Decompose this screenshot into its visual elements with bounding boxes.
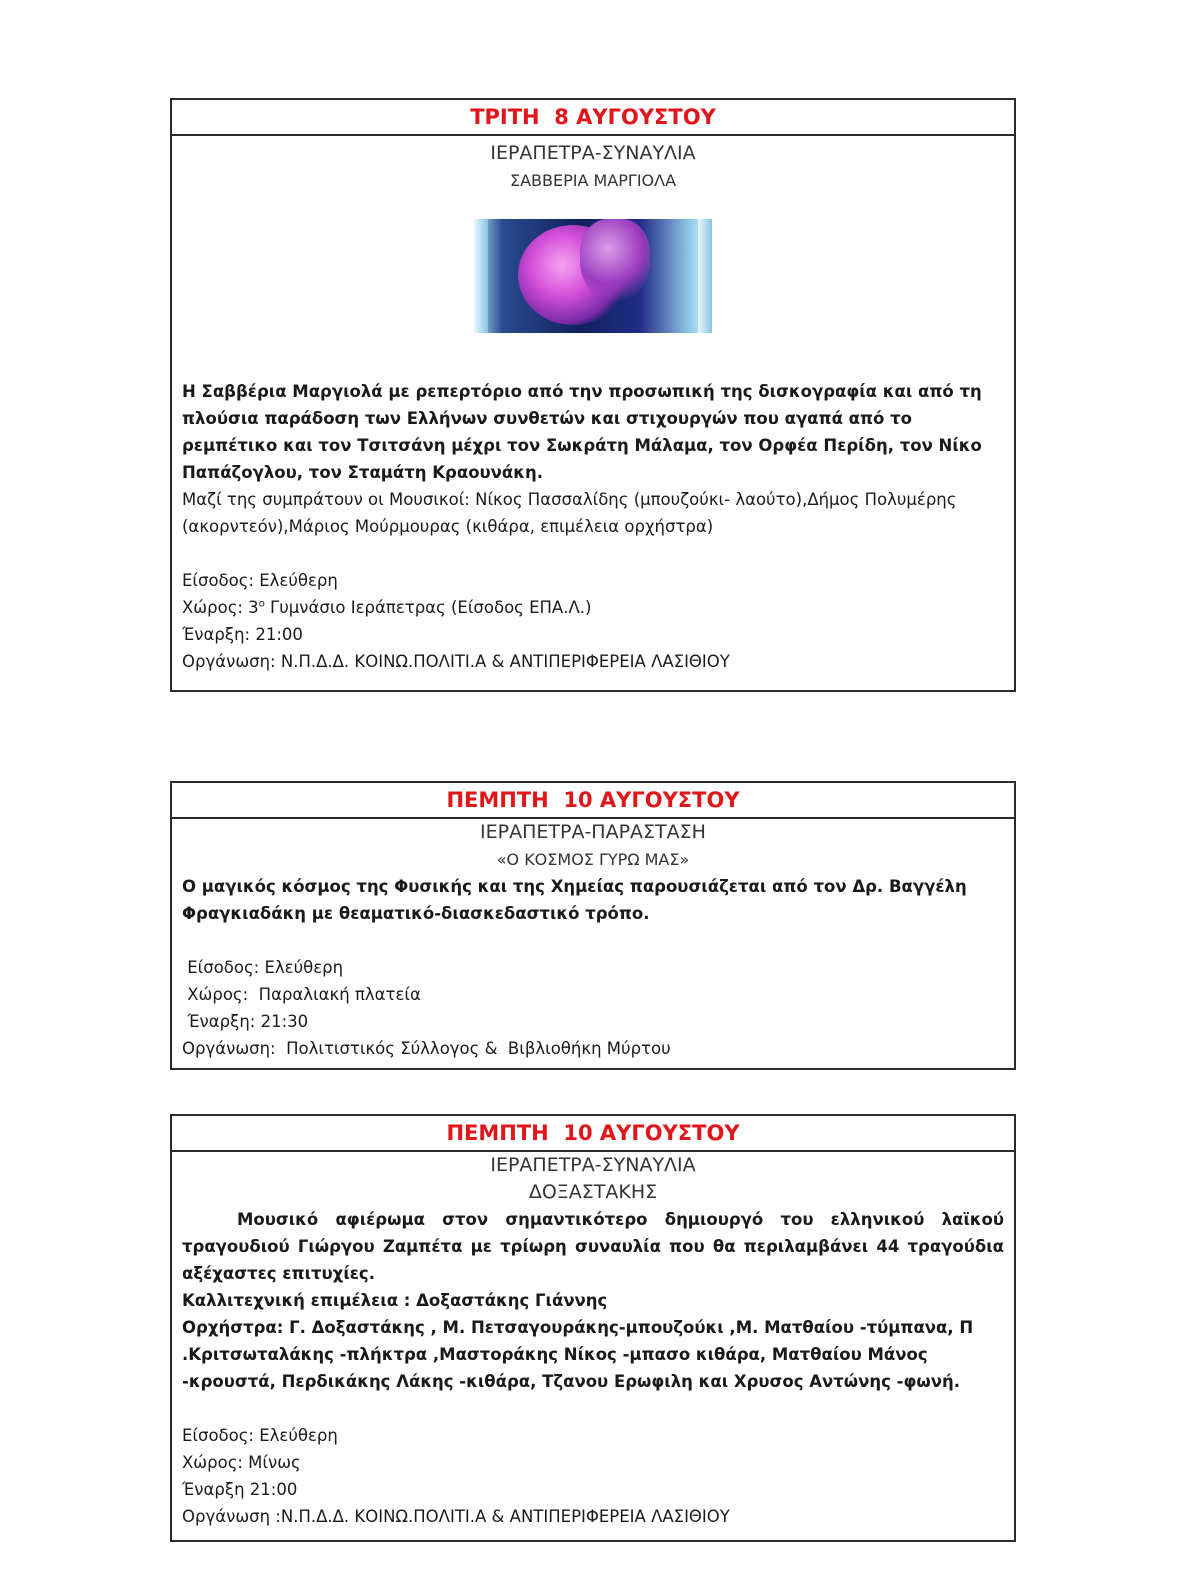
event-place: ΙΕΡΑΠΕΤΡΑ-ΣΥΝΑΥΛΙΑ — [490, 1154, 696, 1176]
event-venue: Χώρος: Μίνως — [182, 1453, 301, 1472]
event-orchestra: Ορχήστρα: Γ. Δοξαστάκης , Μ. Πετσαγουράκης-μπουζούκι ,Μ. Ματθαίου -τύμπανα, Π .Κριτσωταλάκης -πλήκτρα ,Μαστοράκης Νίκος -μπασο κιθάρα, Ματθαίου Μάνος -κρουστά, Περδικάκης Λάκης -κιθάρα, Τζανου Ερωφιλη και Χρυσος Αντώνης -φωνή. — [182, 1318, 974, 1391]
event-organizer: Οργάνωση: Πολιτιστικός Σύλλογος & Βιβλιοθήκη Μύρτου — [182, 1039, 671, 1058]
singer-photo — [474, 219, 712, 333]
event-card-1 — [170, 98, 1016, 692]
event-start: Έναρξη 21:00 — [182, 1480, 298, 1499]
event-organizer: Οργάνωση: Ν.Π.Δ.Δ. ΚΟΙΝΩ.ΠΟΛΙΤΙ.Α & ΑΝΤΙΠΕΡΙΦΕΡΕΙΑ ΛΑΣΙΘΙΟΥ — [182, 652, 730, 671]
event-start: Έναρξη: 21:00 — [182, 625, 303, 644]
event-subtitle: ΣΑΒΒΕΡΙΑ ΜΑΡΓΙΟΛΑ — [509, 171, 677, 190]
event-date: ΠΕΜΠΤΗ 10 ΑΥΓΟΥΣΤΟΥ — [172, 1116, 1014, 1152]
event-artistic: Καλλιτεχνική επιμέλεια : Δοξαστάκης Γιάννης — [182, 1291, 608, 1310]
event-start: Έναρξη: 21:30 — [182, 1012, 309, 1031]
event-place: ΙΕΡΑΠΕΤΡΑ-ΠΑΡΑΣΤΑΣΗ — [480, 821, 706, 843]
event-entry: Είσοδος: Ελεύθερη — [182, 571, 338, 590]
event-description: Η Σαββέρια Μαργιολά με ρεπερτόριο από την προσωπική της δισκογραφία και από τη πλούσια παράδοση των Ελλήνων συνθετών και στιχουργών που αγαπά από το ρεμπέτικο και τον Τσιτσάνη μέχρι τον Σωκράτη Μάλαμα, τον Ορφέα Περίδη, τον Νίκο Παπάζογλου, τον Σταμάτη Κραουνάκη. — [182, 382, 982, 482]
event-subtitle: «Ο ΚΟΣΜΟΣ ΓΥΡΩ ΜΑΣ» — [496, 850, 690, 869]
event-card-2 — [170, 781, 1016, 1070]
event-description: Μουσικό αφιέρωμα στον σημαντικότερο δημιουργό του ελληνικού λαϊκού τραγουδιού Γιώργου Ζαμπέτα με τρίωρη συναυλία που θα περιλαμβάνει 44 τραγούδια αξέχαστες επιτυχίες. — [182, 1210, 1004, 1283]
event-card-3 — [170, 1114, 1016, 1542]
event-place: ΙΕΡΑΠΕΤΡΑ-ΣΥΝΑΥΛΙΑ — [490, 142, 696, 164]
event-subtitle: ΔΟΞΑΣΤΑΚΗΣ — [528, 1181, 658, 1203]
event-entry: Είσοδος: Ελεύθερη — [182, 958, 344, 977]
event-venue: Χώρος: $3^o$ Γυμνάσιο Ιεράπετρας (Είσοδος ΕΠΑ.Λ.) — [182, 598, 592, 617]
event-entry: Είσοδος: Ελεύθερη — [182, 1426, 338, 1445]
event-organizer: Οργάνωση :Ν.Π.Δ.Δ. ΚΟΙΝΩ.ΠΟΛΙΤΙ.Α & ΑΝΤΙΠΕΡΙΦΕΡΕΙΑ ΛΑΣΙΘΙΟΥ — [182, 1507, 730, 1526]
event-date: ΠΕΜΠΤΗ 10 ΑΥΓΟΥΣΤΟΥ — [172, 783, 1014, 819]
event-musicians: Μαζί της συμπράτουν οι Μουσικοί: Νίκος Πασσαλίδης (μπουζούκι- λαούτο),Δήμος Πολυμέρης (ακορντεόν),Μάριος Μούρμουρας (κιθάρα, επιμέλεια ορχήστρα) — [182, 490, 957, 536]
event-venue: Χώρος: Παραλιακή πλατεία — [182, 985, 421, 1004]
event-description: Ο μαγικός κόσμος της Φυσικής και της Χημείας παρουσιάζεται από τον Δρ. Βαγγέλη Φραγκιαδάκη με θεαματικό-διασκεδαστικό τρόπο. — [182, 877, 967, 923]
event-date: ΤΡΙΤΗ 8 ΑΥΓΟΥΣΤΟΥ — [172, 100, 1014, 136]
